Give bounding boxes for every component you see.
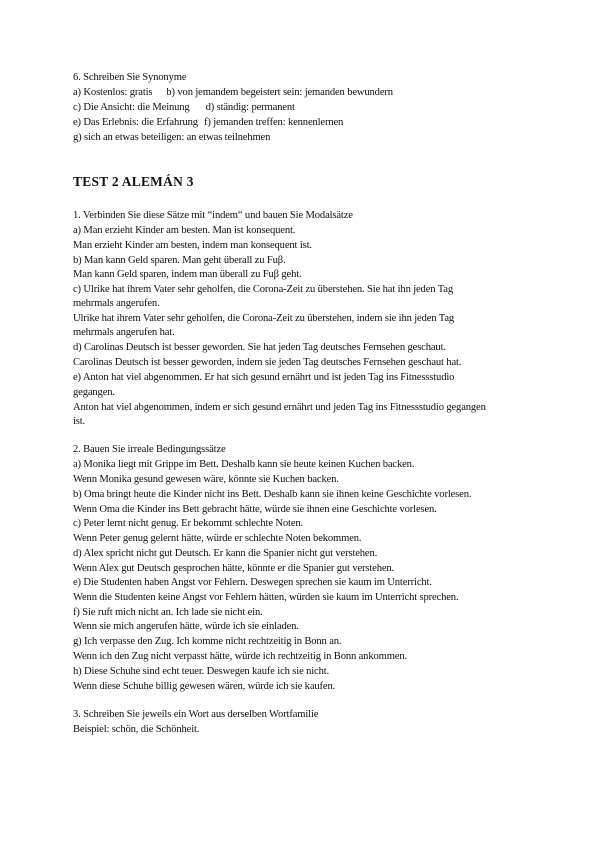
exercise-2-line: Wenn die Studenten keine Angst vor Fehlern hätten, würden sie kaum im Unterricht sprechen. — [73, 592, 459, 603]
synonym-f: f) jemanden treffen: kennenlernen — [203, 117, 344, 128]
exercise-1-line: Anton hat viel abgenommen, indem er sich gesund ernährt und jeden Tag ins Fitnessstudio gegangen — [73, 402, 486, 413]
synonym-a: a) Kostenlos: gratis — [73, 87, 153, 98]
test-title: TEST 2 ALEMÁN 3 — [73, 174, 194, 189]
exercise-2-line: b) Oma bringt heute die Kinder nicht ins Bett. Deshalb kann sie ihnen keine Geschichte vorlesen. — [73, 489, 472, 500]
exercise-2-line: f) Sie ruft mich nicht an. Ich lade sie nicht ein. — [73, 607, 263, 618]
exercise-1-line: gegangen. — [73, 387, 115, 398]
exercise-1-line: Man kann Geld sparen, indem man überall zu Fuβ geht. — [73, 269, 302, 280]
exercise-3-heading: 3. Schreiben Sie jeweils ein Wort aus derselben Wortfamilie — [73, 709, 319, 720]
exercise-1-line: mehrmals angerufen hat. — [73, 327, 175, 338]
exercise-3-example: Beispiel: schön, die Schönheit. — [73, 724, 200, 735]
exercise-2-line: g) Ich verpasse den Zug. Ich komme nicht rechtzeitig in Bonn an. — [73, 636, 342, 647]
exercise-2-line: Wenn ich den Zug nicht verpasst hätte, würde ich rechtzeitig in Bonn ankommen. — [73, 651, 407, 662]
exercise-1-line: c) Ulrike hat ihrem Vater sehr geholfen, die Corona-Zeit zu überstehen. Sie hat ihn jeden Tag — [73, 284, 453, 295]
exercise-1-line: ist. — [73, 416, 86, 427]
synonym-g: g) sich an etwas beteiligen: an etwas teilnehmen — [73, 132, 271, 143]
exercise-2-line: e) Die Studenten haben Angst vor Fehlern. Deswegen sprechen sie kaum im Unterricht. — [73, 577, 432, 588]
exercise-2-line: h) Diese Schuhe sind echt teuer. Deswegen kaufe ich sie nicht. — [73, 666, 330, 677]
exercise-2-line: a) Monika liegt mit Grippe im Bett. Deshalb kann sie heute keinen Kuchen backen. — [73, 459, 415, 470]
synonym-b: b) von jemandem begeistert sein: jemanden bewundern — [166, 87, 393, 98]
exercise-2-line: Wenn sie mich angerufen hätte, würde ich sie einladen. — [73, 621, 299, 632]
exercise-2-line: Wenn diese Schuhe billig gewesen wären, würde ich sie kaufen. — [73, 681, 336, 692]
exercise-2-line: Wenn Alex gut Deutsch gesprochen hätte, könnte er die Spanier gut verstehen. — [73, 563, 395, 574]
exercise-1-heading: 1. Verbinden Sie diese Sätze mit “indem“ und bauen Sie Modalsätze — [73, 210, 353, 221]
synonym-d: d) ständig: permanent — [205, 102, 295, 113]
exercise-6-heading: 6. Schreiben Sie Synonyme — [73, 72, 187, 83]
exercise-6-row-2 — [73, 101, 295, 116]
exercise-1-line: Man erzieht Kinder am besten, indem man konsequent ist. — [73, 240, 312, 251]
exercise-1-line: Carolinas Deutsch ist besser geworden, indem sie jeden Tag deutsches Fernsehen geschaut hat. — [73, 357, 462, 368]
exercise-2-heading: 2. Bauen Sie irreale Bedingungssätze — [73, 444, 226, 455]
exercise-6-row-1 — [73, 86, 393, 101]
exercise-1-line: Ulrike hat ihrem Vater sehr geholfen, die Corona-Zeit zu überstehen, indem sie ihn jeden Tag — [73, 313, 455, 324]
exercise-2-line: Wenn Oma die Kinder ins Bett gebracht hätte, würde sie ihnen eine Geschichte vorlesen. — [73, 504, 437, 515]
synonym-e: e) Das Erlebnis: die Erfahrung — [73, 117, 198, 128]
exercise-1-line: b) Man kann Geld sparen. Man geht überall zu Fuβ. — [73, 255, 286, 266]
exercise-2-line: Wenn Monika gesund gewesen wäre, könnte sie Kuchen backen. — [73, 474, 339, 485]
exercise-2-line: c) Peter lernt nicht genug. Er bekommt schlechte Noten. — [73, 518, 304, 529]
exercise-2-line: d) Alex spricht nicht gut Deutsch. Er kann die Spanier nicht gut verstehen. — [73, 548, 378, 559]
exercise-1-line: a) Man erzieht Kinder am besten. Man ist konsequent. — [73, 225, 296, 236]
exercise-1-line: mehrmals angerufen. — [73, 298, 160, 309]
exercise-1-line: d) Carolinas Deutsch ist besser geworden. Sie hat jeden Tag deutsches Fernsehen geschaut. — [73, 342, 446, 353]
exercise-1-line: e) Anton hat viel abgenommen. Er hat sich gesund ernährt und ist jeden Tag ins Fitnessstudio — [73, 372, 455, 383]
exercise-2-line: Wenn Peter genug gelernt hätte, würde er schlechte Noten bekommen. — [73, 533, 362, 544]
exercise-6-row-3 — [73, 116, 343, 131]
synonym-c: c) Die Ansicht: die Meinung — [73, 102, 190, 113]
